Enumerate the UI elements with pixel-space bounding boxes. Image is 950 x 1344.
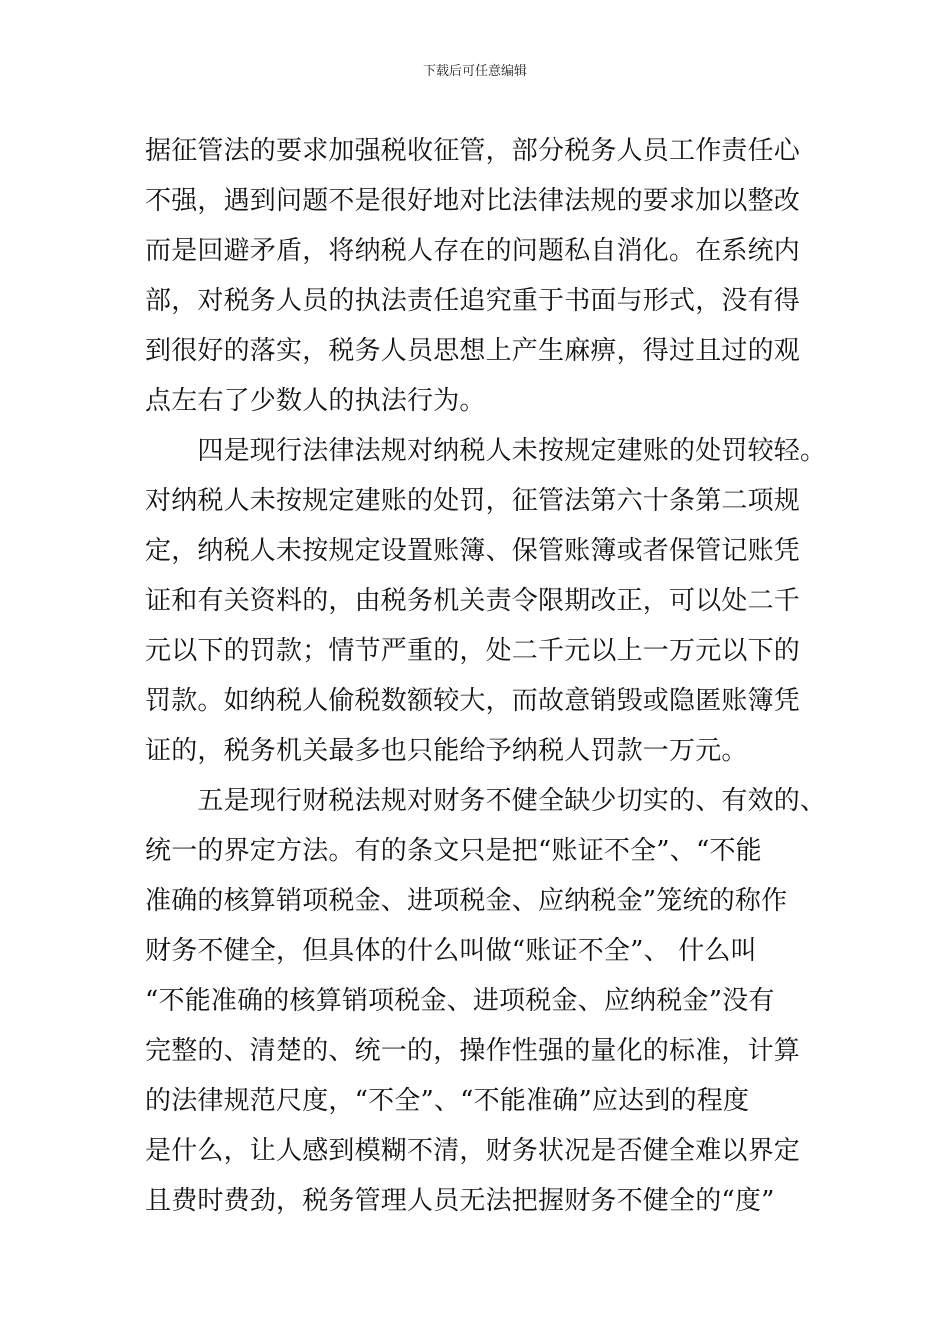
text-line: 而是回避矛盾，将纳税人存在的问题私自消化。在系统内 [145,236,801,266]
text-line: 定，纳税人未按规定设置账簿、保管账簿或者保管记账凭 [145,536,801,566]
body-text [145,126,835,1226]
text-line: 据征管法的要求加强税收征管，部分税务人员工作责任心 [145,136,801,166]
text-line: 完整的、清楚的、统一的，操作性强的量化的标准，计算 [145,1036,801,1066]
text-line: 元以下的罚款；情节严重的，处二千元以上一万元以下的 [145,636,801,666]
text-line: 到很好的落实，税务人员思想上产生麻痹，得过且过的观 [145,336,801,366]
text-line: 对纳税人未按规定建账的处罚，征管法第六十条第二项规 [145,486,801,516]
text-line: 不强，遇到问题不是很好地对比法律法规的要求加以整改 [145,186,801,216]
text-line: 的法律规范尺度，“不全”、“不能准确”应达到的程度 [145,1086,750,1116]
text-line: 部，对税务人员的执法责任追究重于书面与形式，没有得 [145,286,801,316]
text-line: 四是现行法律法规对纳税人未按规定建账的处罚较轻。 [145,436,827,466]
text-line: 统一的界定方法。有的条文只是把“账证不全”、“不能 [145,836,762,866]
page-header: 下载后可任意编辑 [422,64,527,79]
text-line: “不能准确的核算销项税金、进项税金、应纳税金”没有 [145,986,775,1016]
text-line: 是什么，让人感到模糊不清，财务状况是否健全难以界定 [145,1136,801,1166]
text-line: 准确的核算销项税金、进项税金、应纳税金”笼统的称作 [145,886,788,916]
text-line: 证和有关资料的，由税务机关责令限期改正，可以处二千 [145,586,801,616]
text-line: 且费时费劲，税务管理人员无法把握财务不健全的“度” [145,1186,775,1216]
text-line: 罚款。如纳税人偷税数额较大，而故意销毁或隐匿账簿凭 [145,686,801,716]
text-line: 证的，税务机关最多也只能给予纳税人罚款一万元。 [145,736,748,766]
text-line: 五是现行财税法规对财务不健全缺少切实的、有效的、 [145,786,827,816]
text-line: 财务不健全，但具体的什么叫做“账证不全”、 什么叫 [145,936,757,966]
text-line: 点左右了少数人的执法行为。 [145,386,486,416]
